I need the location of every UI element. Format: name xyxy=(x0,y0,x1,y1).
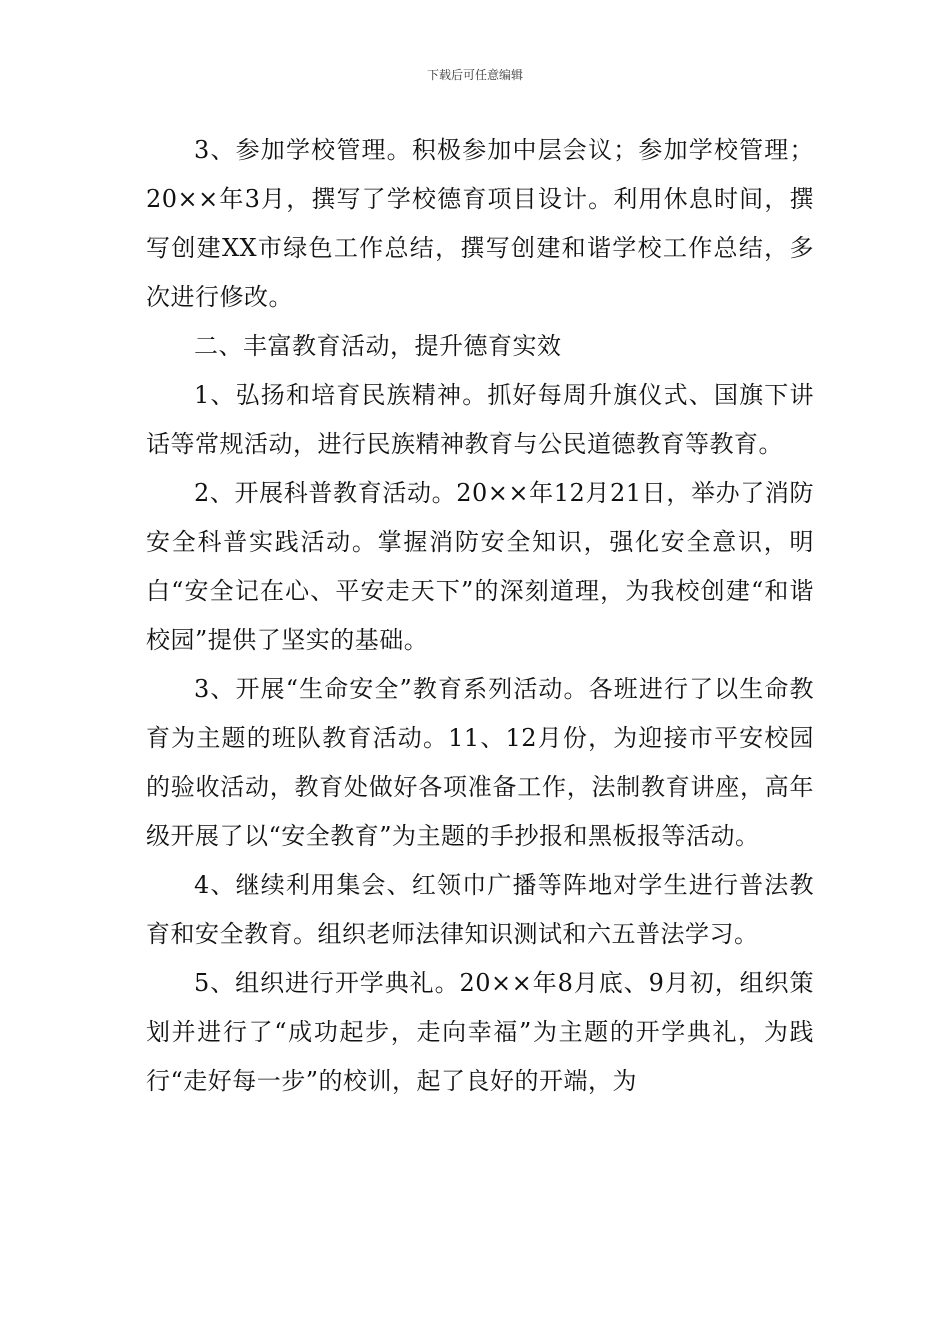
document-body xyxy=(146,126,814,1106)
paragraph-science-education: 2、开展科普教育活动。20××年12月21日，举办了消防安全科普实践活动。掌握消防安全知识，强化安全意识，明白“安全记在心、平安走天下”的深刻道理，为我校创建“和谐校园”提供了坚实的基础。 xyxy=(146,479,814,654)
page-header-note: 下载后可任意编辑 xyxy=(426,68,523,82)
paragraph-law-education: 4、继续利用集会、红领巾广播等阵地对学生进行普法教育和安全教育。组织老师法律知识测试和六五普法学习。 xyxy=(146,871,814,948)
paragraph-opening-ceremony: 5、组织进行开学典礼。20××年8月底、9月初，组织策划并进行了“成功起步，走向幸福”为主题的开学典礼，为践行“走好每一步”的校训，起了良好的开端，为 xyxy=(146,969,814,1095)
paragraph-national-spirit: 1、弘扬和培育民族精神。抓好每周升旗仪式、国旗下讲话等常规活动，进行民族精神教育与公民道德教育等教育。 xyxy=(146,381,814,458)
section-heading-education-activities: 二、丰富教育活动，提升德育实效 xyxy=(194,332,562,360)
paragraph-school-management: 3、参加学校管理。积极参加中层会议；参加学校管理；20××年3月，撰写了学校德育项目设计。利用休息时间，撰写创建XX市绿色工作总结，撰写创建和谐学校工作总结，多次进行修改。 xyxy=(146,136,814,311)
paragraph-life-safety: 3、开展“生命安全”教育系列活动。各班进行了以生命教育为主题的班队教育活动。11、12月份，为迎接市平安校园的验收活动，教育处做好各项准备工作，法制教育讲座，高年级开展了以“安全教育”为主题的手抄报和黑板报等活动。 xyxy=(146,675,814,850)
